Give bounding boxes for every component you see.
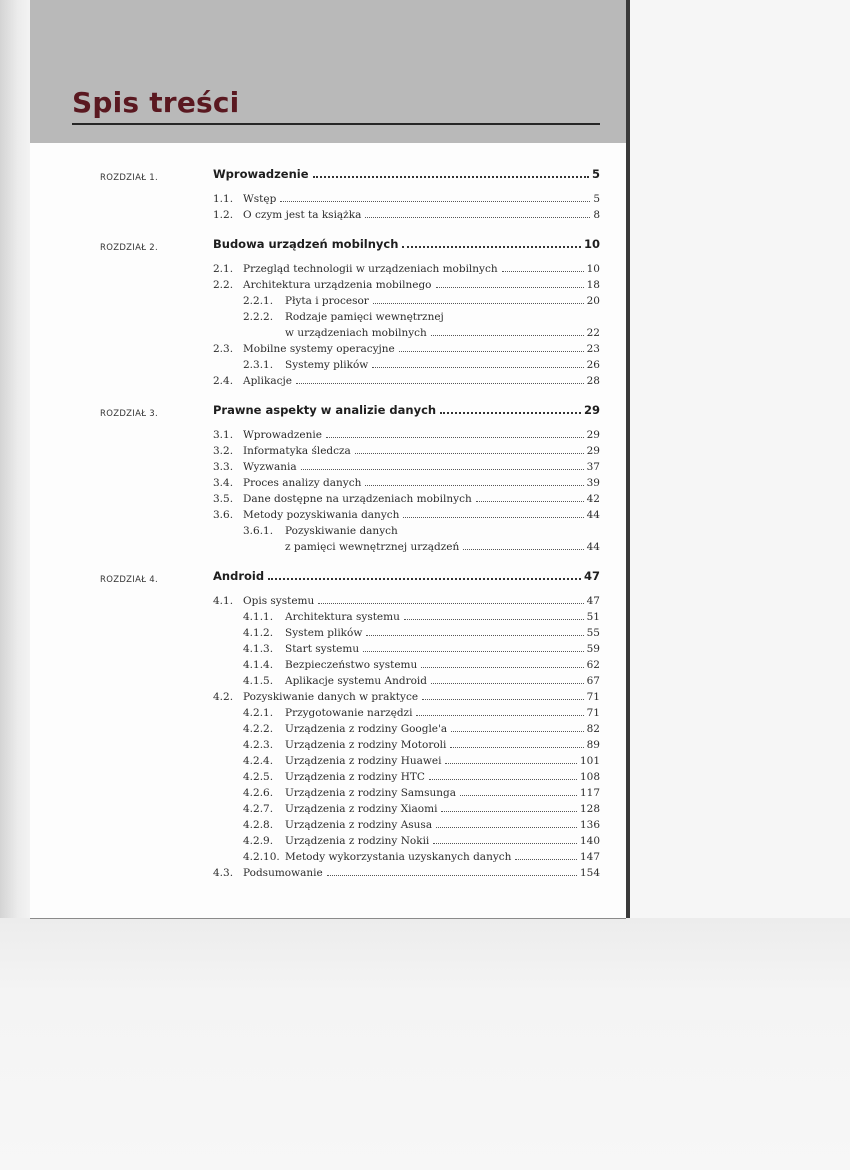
chapter-title: Budowa urządzeń mobilnych <box>213 237 399 251</box>
leader-dots <box>373 303 584 304</box>
page-number: 5 <box>593 193 600 205</box>
toc-subentry[interactable] <box>103 627 600 643</box>
leader-dots <box>280 201 590 202</box>
entry-number: 2.1. <box>213 263 234 275</box>
entry-title: Informatyka śledcza <box>243 445 351 457</box>
page-number: 44 <box>586 509 600 521</box>
entry-number: 4.3. <box>213 867 234 879</box>
chapter-title: Prawne aspekty w analizie danych <box>213 403 437 417</box>
leader-dots <box>450 747 583 748</box>
leader-dots <box>326 437 584 438</box>
toc-entry[interactable] <box>103 209 600 225</box>
entry-number: 4.2.3. <box>243 739 274 751</box>
leader-dots <box>476 501 584 502</box>
entry-title-continued: z pamięci wewnętrznej urządzeń <box>285 541 460 553</box>
toc-entry[interactable] <box>103 509 600 525</box>
entry-number: 4.2.8. <box>243 819 274 831</box>
toc-subentry[interactable] <box>103 755 600 771</box>
entry-title: O czym jest ta książka <box>243 209 362 221</box>
entry-number: 1.2. <box>213 209 234 221</box>
toc-subentry[interactable] <box>103 835 600 851</box>
entry-number: 4.2.6. <box>243 787 274 799</box>
entry-number: 2.3.1. <box>243 359 274 371</box>
leader-dots <box>363 651 584 652</box>
page-number: 28 <box>586 375 600 387</box>
entry-title: Płyta i procesor <box>285 295 369 307</box>
leader-dots <box>431 335 584 336</box>
page-number: 136 <box>579 819 600 831</box>
table-of-contents <box>100 167 600 883</box>
page-number: 101 <box>579 755 600 767</box>
entry-title: Urządzenia z rodziny Huawei <box>285 755 442 767</box>
entry-number: 4.1.2. <box>243 627 274 639</box>
book-page <box>30 0 626 918</box>
entry-number: 4.2. <box>213 691 234 703</box>
page-number: 22 <box>586 327 600 339</box>
toc-subentry[interactable] <box>103 723 600 739</box>
leader-dots <box>399 351 584 352</box>
page-number: 20 <box>586 295 600 307</box>
chapter-title: Android <box>213 569 265 583</box>
entry-number: 2.2.2. <box>243 311 274 323</box>
entry-number: 2.3. <box>213 343 234 355</box>
page-number: 5 <box>591 167 600 181</box>
page-number: 26 <box>586 359 600 371</box>
entry-number: 4.2.10. <box>243 851 280 863</box>
page-number: 8 <box>593 209 600 221</box>
leader-dots <box>421 667 583 668</box>
page-number: 55 <box>586 627 600 639</box>
entry-title: Wstęp <box>243 193 277 205</box>
leader-dots <box>365 217 590 218</box>
toc-entry[interactable] <box>103 429 600 445</box>
toc-entry[interactable] <box>103 493 600 509</box>
entry-title: Urządzenia z rodziny Motoroli <box>285 739 447 751</box>
page-number: 59 <box>586 643 600 655</box>
entry-title: System plików <box>285 627 363 639</box>
toc-entry[interactable] <box>103 461 600 477</box>
leader-dots <box>301 469 584 470</box>
entry-title: Aplikacje systemu Android <box>285 675 428 687</box>
page-number: 10 <box>586 263 600 275</box>
toc-entry[interactable] <box>103 477 600 493</box>
leader-dots <box>422 699 584 700</box>
leader-dots <box>327 875 577 876</box>
toc-entry[interactable] <box>103 445 600 461</box>
entry-number: 4.2.4. <box>243 755 274 767</box>
page-number: 62 <box>586 659 600 671</box>
entry-title: Urządzenia z rodziny Nokii <box>285 835 430 847</box>
leader-dots <box>460 795 577 796</box>
page-number: 108 <box>579 771 600 783</box>
toc-subentry[interactable] <box>103 643 600 659</box>
leader-dots <box>440 412 581 414</box>
entry-title: Metody pozyskiwania danych <box>243 509 400 521</box>
page-edge <box>626 0 630 918</box>
leader-dots <box>463 549 583 550</box>
toc-entry[interactable] <box>103 263 600 279</box>
toc-subentry-continued[interactable] <box>103 327 600 343</box>
toc-entry[interactable] <box>103 343 600 359</box>
page-number: 71 <box>586 707 600 719</box>
toc-entry[interactable] <box>103 375 600 391</box>
entry-number: 4.1.1. <box>243 611 274 623</box>
toc-subentry[interactable] <box>103 611 600 627</box>
page-number: 51 <box>586 611 600 623</box>
page-number: 147 <box>579 851 600 863</box>
entry-title: Metody wykorzystania uzyskanych danych <box>285 851 512 863</box>
entry-title: Dane dostępne na urządzeniach mobilnych <box>243 493 472 505</box>
page-number: 37 <box>586 461 600 473</box>
entry-title: Proces analizy danych <box>243 477 362 489</box>
page-number: 67 <box>586 675 600 687</box>
entry-number: 3.4. <box>213 477 234 489</box>
leader-dots <box>404 619 584 620</box>
page-number: 47 <box>586 595 600 607</box>
entry-number: 3.3. <box>213 461 234 473</box>
leader-dots <box>436 287 584 288</box>
chapter-heading[interactable] <box>103 167 600 189</box>
toc-subentry[interactable] <box>103 525 600 541</box>
page-number: 117 <box>579 787 600 799</box>
entry-number: 3.1. <box>213 429 234 441</box>
entry-title: Rodzaje pamięci wewnętrznej <box>285 311 444 323</box>
leader-dots <box>436 827 577 828</box>
entry-title: Przegląd technologii w urządzeniach mobilnych <box>243 263 498 275</box>
page-number: 29 <box>586 429 600 441</box>
entry-number: 4.2.7. <box>243 803 274 815</box>
toc-subentry[interactable] <box>103 851 600 867</box>
toc-subentry[interactable] <box>103 771 600 787</box>
entry-title: Aplikacje <box>243 375 292 387</box>
page-number: 44 <box>586 541 600 553</box>
leader-dots <box>296 383 584 384</box>
toc-subentry[interactable] <box>103 787 600 803</box>
entry-title: Wprowadzenie <box>243 429 322 441</box>
page-number: 18 <box>586 279 600 291</box>
entry-title: Wyzwania <box>243 461 297 473</box>
chapter-heading[interactable] <box>103 569 600 591</box>
entry-title: Urządzenia z rodziny Asusa <box>285 819 433 831</box>
toc-entry[interactable] <box>103 595 600 611</box>
chapter-heading[interactable] <box>103 237 600 259</box>
entry-title: Architektura urządzenia mobilnego <box>243 279 432 291</box>
page-number: 29 <box>586 445 600 457</box>
entry-number: 4.2.1. <box>243 707 274 719</box>
toc-subentry[interactable] <box>103 359 600 375</box>
leader-dots <box>355 453 584 454</box>
leader-dots <box>441 811 577 812</box>
entry-title: Bezpieczeństwo systemu <box>285 659 418 671</box>
chapter-heading[interactable] <box>103 403 600 425</box>
entry-title: Urządzenia z rodziny Google'a <box>285 723 448 735</box>
chapter-title: Wprowadzenie <box>213 167 309 181</box>
chapter-3 <box>100 403 600 557</box>
leader-dots <box>403 517 583 518</box>
entry-title: Urządzenia z rodziny Xiaomi <box>285 803 438 815</box>
chapter-4 <box>100 569 600 883</box>
entry-number: 4.1. <box>213 595 234 607</box>
entry-title: Podsumowanie <box>243 867 323 879</box>
toc-subentry[interactable] <box>103 707 600 723</box>
entry-number: 3.2. <box>213 445 234 457</box>
leader-dots <box>502 271 584 272</box>
entry-number: 3.5. <box>213 493 234 505</box>
page-number: 71 <box>586 691 600 703</box>
leader-dots <box>366 635 583 636</box>
toc-subentry[interactable] <box>103 803 600 819</box>
page-title: Spis treści <box>72 86 240 119</box>
entry-title-continued: w urządzeniach mobilnych <box>285 327 427 339</box>
entry-number: 4.1.3. <box>243 643 274 655</box>
leader-dots <box>268 578 581 580</box>
entry-title: Architektura systemu <box>285 611 400 623</box>
leader-dots <box>433 843 577 844</box>
chapter-label: ROZDZIAŁ 2. <box>100 243 158 253</box>
toc-entry[interactable] <box>103 867 600 883</box>
page-number: 82 <box>586 723 600 735</box>
entry-number: 4.2.2. <box>243 723 274 735</box>
chapter-label: ROZDZIAŁ 4. <box>100 575 158 585</box>
entry-number: 4.1.4. <box>243 659 274 671</box>
entry-title: Start systemu <box>285 643 360 655</box>
entry-title: Urządzenia z rodziny HTC <box>285 771 425 783</box>
entry-title: Pozyskiwanie danych <box>285 525 398 537</box>
toc-subentry[interactable] <box>103 675 600 691</box>
entry-number: 2.4. <box>213 375 234 387</box>
page-number: 29 <box>583 403 600 417</box>
entry-title: Urządzenia z rodziny Samsunga <box>285 787 457 799</box>
leader-dots <box>402 246 581 248</box>
entry-number: 1.1. <box>213 193 234 205</box>
page-number: 89 <box>586 739 600 751</box>
entry-title: Systemy plików <box>285 359 369 371</box>
scan-background <box>0 918 850 1170</box>
leader-dots <box>365 485 583 486</box>
entry-number: 2.2. <box>213 279 234 291</box>
leader-dots <box>318 603 583 604</box>
page-number: 154 <box>579 867 600 879</box>
page-number: 39 <box>586 477 600 489</box>
leader-dots <box>431 683 584 684</box>
leader-dots <box>429 779 577 780</box>
entry-number: 4.2.5. <box>243 771 274 783</box>
chapter-label: ROZDZIAŁ 1. <box>100 173 158 183</box>
entry-number: 3.6. <box>213 509 234 521</box>
entry-title: Pozyskiwanie danych w praktyce <box>243 691 419 703</box>
toc-subentry[interactable] <box>103 739 600 755</box>
leader-dots <box>372 367 583 368</box>
entry-number: 4.2.9. <box>243 835 274 847</box>
title-rule <box>72 123 600 125</box>
page-number: 140 <box>579 835 600 847</box>
entry-title: Opis systemu <box>243 595 315 607</box>
entry-number: 3.6.1. <box>243 525 274 537</box>
entry-title: Mobilne systemy operacyjne <box>243 343 395 355</box>
leader-dots <box>313 176 589 178</box>
page-number: 10 <box>583 237 600 251</box>
entry-title: Przygotowanie narzędzi <box>285 707 413 719</box>
page-number: 23 <box>586 343 600 355</box>
chapter-2 <box>100 237 600 391</box>
page-number: 128 <box>579 803 600 815</box>
chapter-1 <box>100 167 600 225</box>
chapter-label: ROZDZIAŁ 3. <box>100 409 158 419</box>
page-number: 47 <box>583 569 600 583</box>
entry-number: 2.2.1. <box>243 295 274 307</box>
page-number: 42 <box>586 493 600 505</box>
entry-number: 4.1.5. <box>243 675 274 687</box>
leader-dots <box>416 715 583 716</box>
toc-subentry[interactable] <box>103 819 600 835</box>
toc-entry[interactable] <box>103 193 600 209</box>
header-band <box>30 0 626 143</box>
leader-dots <box>515 859 577 860</box>
toc-entry[interactable] <box>103 691 600 707</box>
leader-dots <box>451 731 583 732</box>
leader-dots <box>445 763 577 764</box>
toc-entry[interactable] <box>103 279 600 295</box>
toc-subentry[interactable] <box>103 659 600 675</box>
toc-subentry[interactable] <box>103 295 600 311</box>
toc-subentry[interactable] <box>103 311 600 327</box>
toc-subentry-continued[interactable] <box>103 541 600 557</box>
